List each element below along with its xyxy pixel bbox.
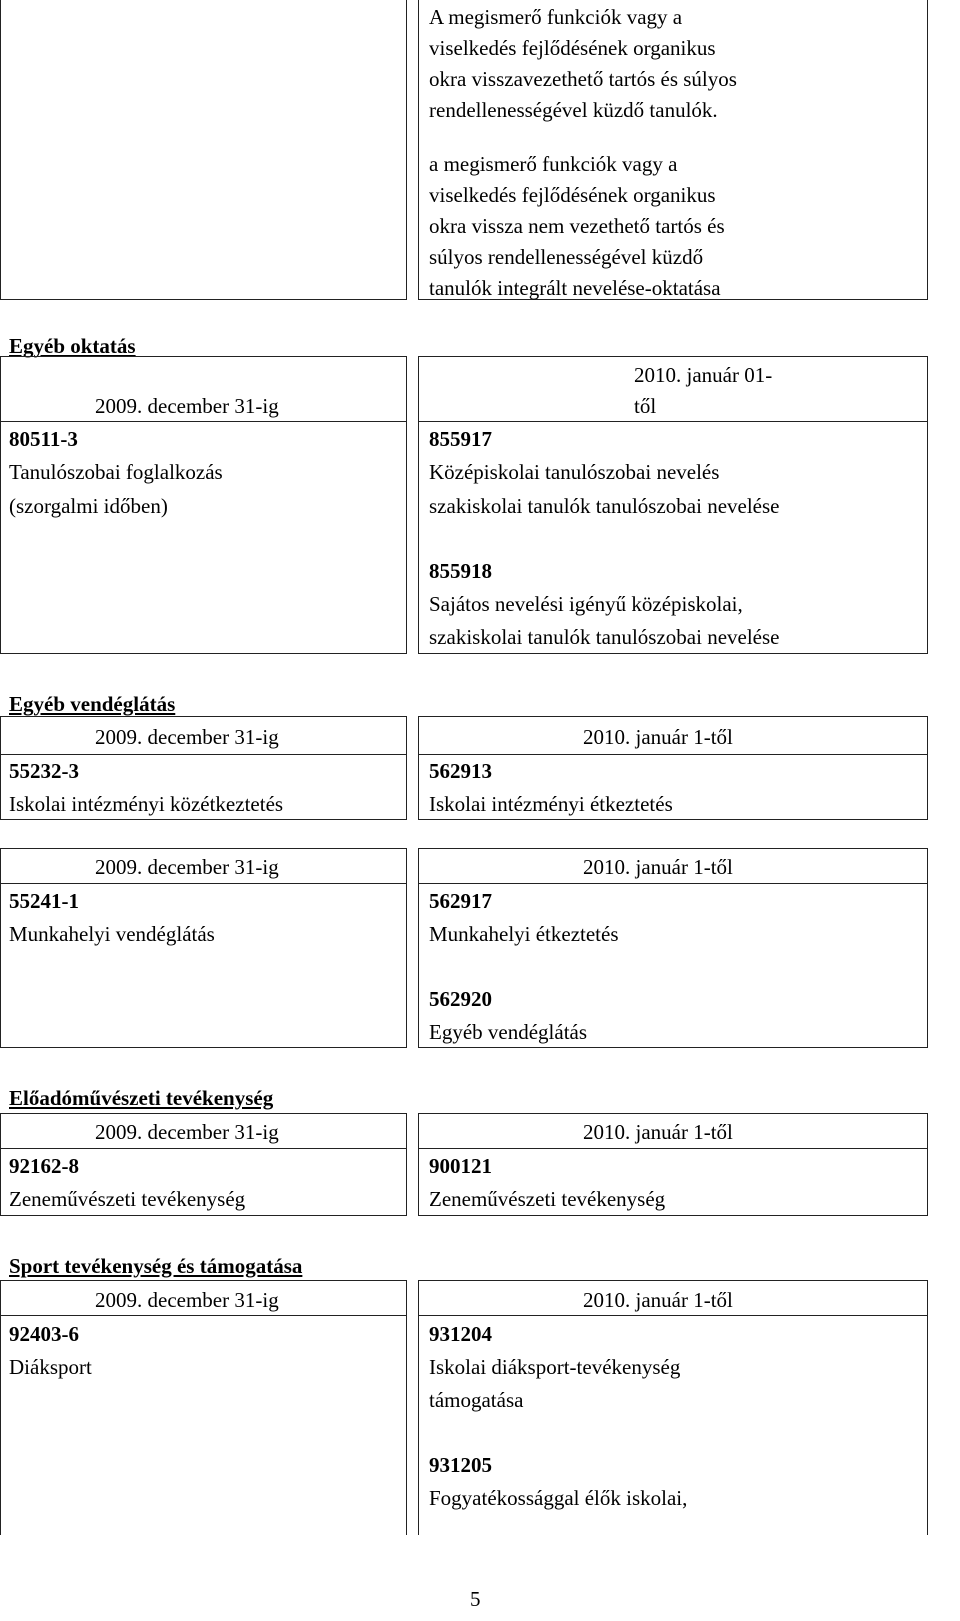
eloado-old-desc: Zeneművészeti tevékenység	[9, 1187, 246, 1211]
vendeglatas1-new-code: 562913	[429, 759, 492, 783]
section-heading-eloadomuveszeti: Előadóművészeti tevékenység	[9, 1086, 274, 1110]
sport-old-desc: Diáksport	[9, 1355, 92, 1379]
vendeglatas2-right-date: 2010. január 1-től	[583, 855, 733, 879]
section-heading-egyeb-oktatas: Egyéb oktatás	[9, 334, 136, 358]
oktatas-old-desc-1: Tanulószobai foglalkozás	[9, 460, 223, 484]
text-line: okra visszavezethető tartós és súlyos	[429, 67, 737, 91]
text-line: viselkedés fejlődésének organikus	[429, 183, 716, 207]
oktatas-new-desc-1b: szakiskolai tanulók tanulószobai nevelése	[429, 494, 780, 518]
eloado-new-desc: Zeneművészeti tevékenység	[429, 1187, 666, 1211]
top-left-box	[0, 0, 407, 300]
vendeglatas1-old-desc: Iskolai intézményi közétkeztetés	[9, 792, 284, 816]
text-line: súlyos rendellenességével küzdő	[429, 245, 704, 269]
vendeglatas2-left-date: 2009. december 31-ig	[95, 855, 279, 879]
sport-new-desc-2: Fogyatékossággal élők iskolai,	[429, 1486, 688, 1510]
vendeglatas2-old-code: 55241-1	[9, 889, 79, 913]
sport-new-code-1: 931204	[429, 1322, 492, 1346]
vendeglatas1-right-date: 2010. január 1-től	[583, 725, 733, 749]
vendeglatas2-new-desc-2: Egyéb vendéglátás	[429, 1020, 588, 1044]
vendeglatas2-new-code-2: 562920	[429, 987, 492, 1011]
oktatas-right-date-line1: 2010. január 01-	[634, 363, 773, 387]
vendeglatas1-new-desc: Iskolai intézményi étkeztetés	[429, 792, 673, 816]
text-line: a megismerő funkciók vagy a	[429, 152, 678, 176]
oktatas-new-code-1: 855917	[429, 427, 492, 451]
vendeglatas2-new-desc-1: Munkahelyi étkeztetés	[429, 922, 619, 946]
vendeglatas1-left-date: 2009. december 31-ig	[95, 725, 279, 749]
sport-new-desc-1a: Iskolai diáksport-tevékenység	[429, 1355, 681, 1379]
oktatas-new-code-2: 855918	[429, 559, 492, 583]
top-paragraph-2	[429, 149, 725, 304]
eloado-right-date: 2010. január 1-től	[583, 1120, 733, 1144]
text-line: viselkedés fejlődésének organikus	[429, 36, 716, 60]
oktatas-new-desc-2a: Sajátos nevelési igényű középiskolai,	[429, 592, 743, 616]
section-heading-egyeb-vendeglatas: Egyéb vendéglátás	[9, 692, 176, 716]
oktatas-new-desc-2b: szakiskolai tanulók tanulószobai nevelése	[429, 625, 780, 649]
sport-old-code: 92403-6	[9, 1322, 79, 1346]
oktatas-right-date-line2: től	[634, 394, 657, 418]
eloado-new-code: 900121	[429, 1154, 492, 1178]
sport-new-code-2: 931205	[429, 1453, 492, 1477]
text-line: okra vissza nem vezethető tartós és	[429, 214, 725, 238]
eloado-left-date: 2009. december 31-ig	[95, 1120, 279, 1144]
oktatas-old-desc-2: (szorgalmi időben)	[9, 494, 168, 518]
sport-new-desc-1b: támogatása	[429, 1388, 524, 1412]
vendeglatas2-old-desc: Munkahelyi vendéglátás	[9, 922, 215, 946]
vendeglatas2-new-code-1: 562917	[429, 889, 492, 913]
sport-right-date: 2010. január 1-től	[583, 1288, 733, 1312]
sport-left-date: 2009. december 31-ig	[95, 1288, 279, 1312]
oktatas-new-desc-1a: Középiskolai tanulószobai nevelés	[429, 460, 720, 484]
text-line: tanulók integrált nevelése-oktatása	[429, 276, 721, 300]
section-heading-sport: Sport tevékenység és támogatása	[9, 1254, 303, 1278]
oktatas-old-code: 80511-3	[9, 427, 78, 451]
vendeglatas1-old-code: 55232-3	[9, 759, 79, 783]
page-number: 5	[470, 1587, 481, 1611]
oktatas-left-date: 2009. december 31-ig	[95, 394, 279, 418]
top-paragraph-1	[429, 2, 737, 126]
text-line: rendellenességével küzdő tanulók.	[429, 98, 718, 122]
eloado-old-code: 92162-8	[9, 1154, 79, 1178]
text-line: A megismerő funkciók vagy a	[429, 5, 683, 29]
